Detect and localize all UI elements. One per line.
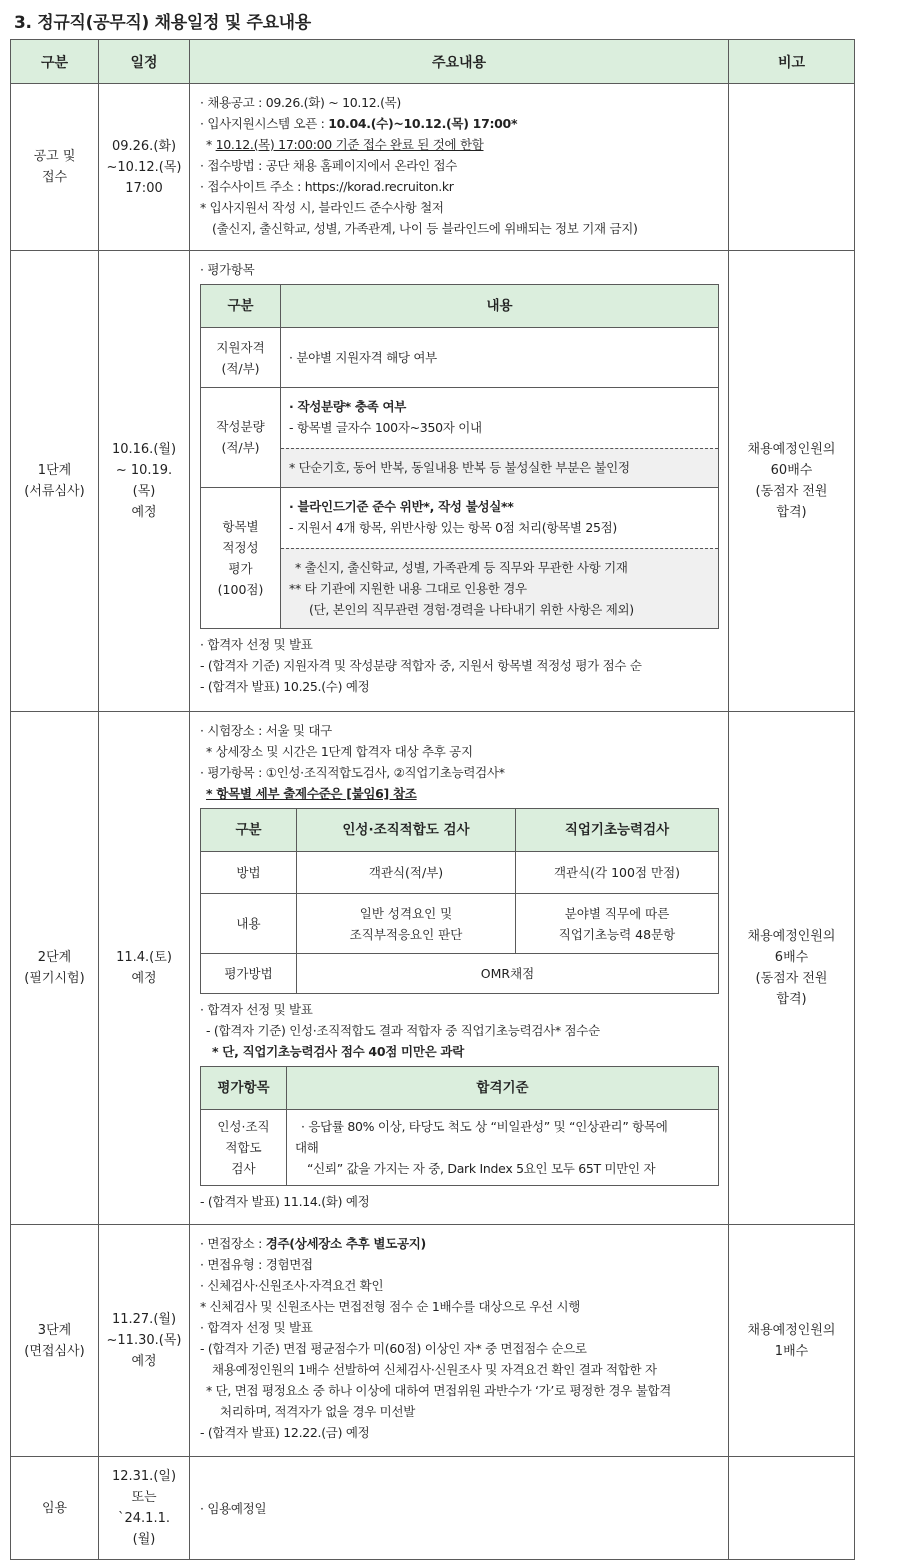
header-schedule: 일정 xyxy=(99,40,190,84)
row-content: · 임용예정일 xyxy=(190,1457,729,1560)
row-category: 2단계 (필기시험) xyxy=(11,712,99,1225)
row-category: 임용 xyxy=(11,1457,99,1560)
row-category: 3단계 (면접심사) xyxy=(11,1225,99,1457)
table-row xyxy=(11,712,855,1225)
schedule-table xyxy=(10,39,855,1560)
row-content: · 면접장소 : 경주(상세장소 추후 별도공지) · 면접유형 : 경험면접 · 신체검사·신원조사·자격요건 확인 * 신체검사 및 신원조사는 면접전형 점수 순 1배수를 대상으로 우선 시행 · 합격자 선정 및 발표 - (합격자 기준) 면접 평균점수가 미(60점) 이상인 자* 중 면접점수 순으로 채용예정인원의 1배수 선발하여 신체검사·신원조사 및 자격요건 확인 결과 적합한 자 * 단, 면접 평정요소 중 하나 이상에 대하여 면접위원 과반수가 ‘가’로 평정한 경우 불합격 처리하며, 적격자가 없을 경우 미선발 - (합격자 발표) 12.22.(금) 예정 xyxy=(190,1225,729,1457)
row-category: 공고 및 접수 xyxy=(11,84,99,251)
apply-site-url: · 접수사이트 주소 : https://korad.recruiton.kr xyxy=(200,179,454,194)
row-note xyxy=(729,1457,855,1560)
deadline-note: 10.12.(목) 17:00:00 기준 접수 완료 된 것에 한함 xyxy=(215,137,484,152)
table-row xyxy=(11,1457,855,1560)
row-schedule: 12.31.(일) 또는 `24.1.1. (월) xyxy=(99,1457,190,1560)
header-row xyxy=(11,40,855,84)
reference-note: * 항목별 세부 출제수준은 [붙임6] 참조 xyxy=(206,786,417,801)
header-category: 구분 xyxy=(11,40,99,84)
row-note: 채용예정인원의 6배수 (동점자 전원 합격) xyxy=(729,712,855,1225)
row-content: · 시험장소 : 서울 및 대구 * 상세장소 및 시간은 1단계 합격자 대상 추후 공지 · 평가항목 : ①인성·조직적합도검사, ②직업기초능력검사* * 항목별 세부 출제수준은 [붙임6] 참조 구분 인성·조직적합도 검사 직업기초능력검사 방법 객관식(적/부) 객관식(각 100점 만점) 내용 일반 성격요인 및 조직부적응요인 판단 분야별 직무에 따른 직업기초능력 48문항 평가방법 OMR채점 · 합격자 선정 및 발표 - (합격자 기준) 인성·조직적합도 결과 적합자 중 직업기초능력검사* 점수순 * 단, 직업기초능력검사 점수 40점 미만은 과락 평가항목 합격기준 인성·조직 적합도 검사 · 응답률 80% 이상, 타당도 척도 상 “비일관성” 및 “인상관리” 항목에 대해 “신뢰” 값을 가지는 자 중, Dark Index 5요인 모두 65T 미만인 자 - (합격자 발표) 11.14.(화) 예정 xyxy=(190,712,729,1225)
row-content: · 채용공고 : 09.26.(화) ~ 10.12.(목) · 입사지원시스템 오픈 : 10.04.(수)~10.12.(목) 17:00* * 10.12.(목) 17:00:00 기준 접수 완료 된 것에 한함 · 접수방법 : 공단 채용 홈페이지에서 온라인 접수 · 접수사이트 주소 : https://korad.recruiton.kr * 입사지원서 작성 시, 블라인드 준수사항 철저 (출신지, 출신학교, 성별, 가족관계, 나이 등 블라인드에 위배되는 정보 기재 금지) xyxy=(190,84,729,251)
row-schedule: 10.16.(월) ~ 10.19. (목) 예정 xyxy=(99,251,190,712)
row-schedule: 09.26.(화) ~10.12.(목) 17:00 xyxy=(99,84,190,251)
row-note xyxy=(729,84,855,251)
written-test-table: 구분 인성·조직적합도 검사 직업기초능력검사 방법 객관식(적/부) 객관식(각 100점 만점) 내용 일반 성격요인 및 조직부적응요인 판단 분야별 직무에 따른 직업기초능력 48문항 평가방법 OMR채점 xyxy=(200,808,719,994)
row-schedule: 11.27.(월) ~11.30.(목) 예정 xyxy=(99,1225,190,1457)
pass-criteria-table: 평가항목 합격기준 인성·조직 적합도 검사 · 응답률 80% 이상, 타당도 척도 상 “비일관성” 및 “인상관리” 항목에 대해 “신뢰” 값을 가지는 자 중, Dark Index 5요인 모두 65T 미만인 자 xyxy=(200,1066,719,1186)
row-schedule: 11.4.(토) 예정 xyxy=(99,712,190,1225)
row-note: 채용예정인원의 1배수 xyxy=(729,1225,855,1457)
open-period: 10.04.(수)~10.12.(목) 17:00* xyxy=(328,116,518,131)
row-content: · 평가항목 구분 내용 지원자격 (적/부) · 분야별 지원자격 해당 여부 작성분량 (적/부) · 작성분량* 충족 여부 - 항목별 글자수 100자~350자 이내 * 단순기호, 동어 반복, 동일내용 반복 등 불성실한 부분은 불인정 항목별 적정성 평가 (100점) · 블라인드기준 준수 위반*, 작성 불성실** - 지원서 4개 항목, 위반사항 있는 항목 0점 처리(항목별 25점) * 출신지, 출신학교, 성별, 가족관계 등 직무와 무관한 사항 기재 ** 타 기관에 지원한 내용 그대로 인용한 경우 (단, 본인의 직무관련 경험·경력을 나타내기 위한 사항은 제외) · 합격자 선정 및 발표 - (합격자 기준) 지원자격 및 작성분량 적합자 중, 지원서 항목별 적정성 평가 점수 순 - (합격자 발표) 10.25.(수) 예정 xyxy=(190,251,729,712)
interview-location: 경주(상세장소 추후 별도공지) xyxy=(265,1236,426,1251)
row-category: 1단계 (서류심사) xyxy=(11,251,99,712)
table-row xyxy=(11,251,855,712)
table-row xyxy=(11,84,855,251)
page-title: 3. 정규직(공무직) 채용일정 및 주요내용 xyxy=(14,13,311,33)
header-note: 비고 xyxy=(729,40,855,84)
document-eval-table: 구분 내용 지원자격 (적/부) · 분야별 지원자격 해당 여부 작성분량 (적/부) · 작성분량* 충족 여부 - 항목별 글자수 100자~350자 이내 * 단순기호, 동어 반복, 동일내용 반복 등 불성실한 부분은 불인정 항목별 적정성 평가 (100점) · 블라인드기준 준수 위반*, 작성 불성실** - 지원서 4개 항목, 위반사항 있는 항목 0점 처리(항목별 25점) * 출신지, 출신학교, 성별, 가족관계 등 직무와 무관한 사항 기재 ** 타 기관에 지원한 내용 그대로 인용한 경우 (단, 본인의 직무관련 경험·경력을 나타내기 위한 사항은 제외) xyxy=(200,284,719,629)
header-content: 주요내용 xyxy=(190,40,729,84)
row-note: 채용예정인원의 60배수 (동점자 전원 합격) xyxy=(729,251,855,712)
table-row xyxy=(11,1225,855,1457)
